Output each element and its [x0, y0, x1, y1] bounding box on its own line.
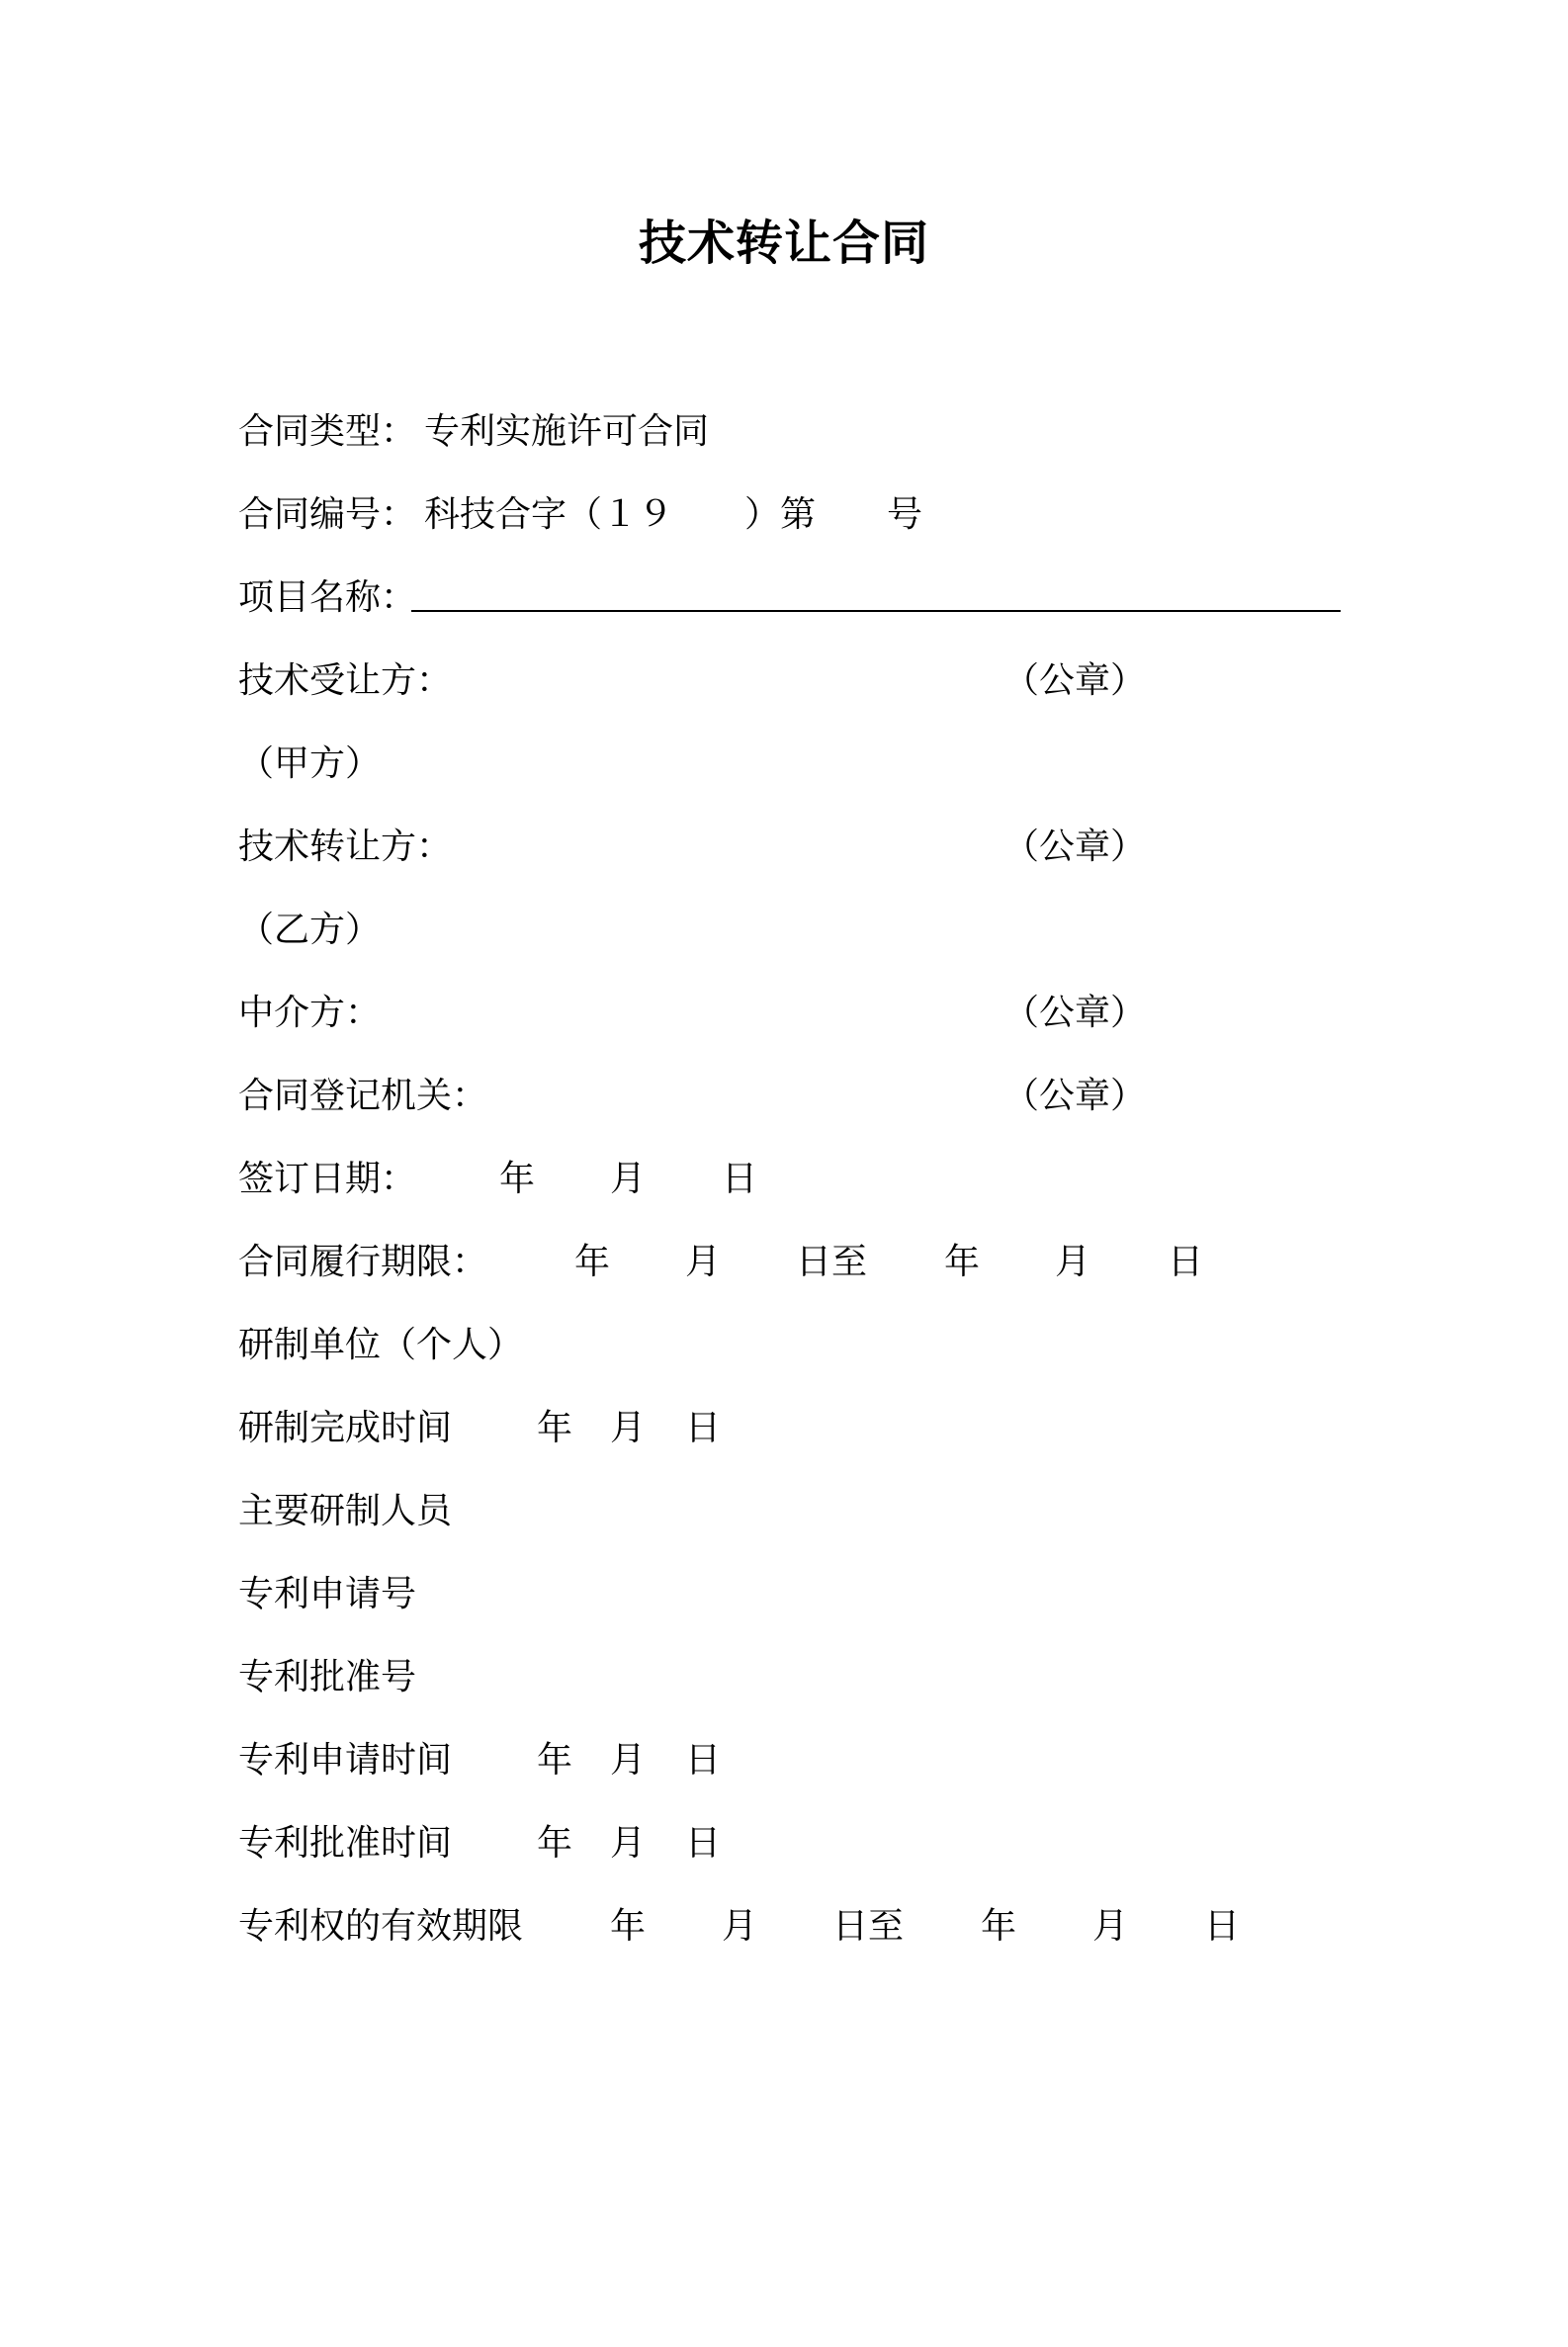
term-start-year: 年 [574, 1242, 611, 1282]
intermediary-label: 中介方： [238, 993, 382, 1033]
dev-complete-year: 年 [537, 1408, 573, 1448]
patent-validity-label: 专利权的有效期限 [238, 1906, 524, 1947]
sign-date-month: 月 [610, 1159, 647, 1199]
patent-validity-start-month: 月 [722, 1906, 758, 1947]
term-start-month: 月 [685, 1242, 722, 1282]
registry-line [238, 1072, 1147, 1121]
term-start-day-to: 日至 [796, 1242, 868, 1282]
registry-label: 合同登记机关： [238, 1076, 488, 1116]
contract-type-value: 专利实施许可合同 [424, 411, 710, 452]
dev-complete-line [238, 1404, 722, 1453]
patent-app-no-line [238, 1570, 417, 1619]
patent-approval-no-label: 专利批准号 [238, 1657, 417, 1697]
main-developers-label: 主要研制人员 [238, 1491, 453, 1531]
dev-complete-day: 日 [685, 1408, 722, 1448]
patent-app-time-label: 专利申请时间 [238, 1740, 453, 1781]
intermediary-line [238, 989, 1147, 1038]
patent-approval-time-line [238, 1819, 722, 1869]
patent-approval-time-label: 专利批准时间 [238, 1823, 453, 1864]
party-b-label: （乙方） [238, 910, 382, 950]
transferee-label: 技术受让方： [238, 660, 453, 701]
transferor-line [238, 823, 1147, 872]
contract-type-line [238, 407, 710, 457]
contract-number-value: 科技合字（１９ ）第 号 [424, 494, 923, 535]
patent-approval-time-day: 日 [685, 1823, 722, 1864]
transferee-line [238, 656, 1147, 706]
patent-validity-line [238, 1902, 1241, 1952]
sign-date-label: 签订日期： [238, 1159, 417, 1199]
patent-app-time-line [238, 1736, 722, 1785]
transferor-label: 技术转让方： [238, 826, 453, 867]
project-name-underline [411, 610, 1341, 612]
contract-number-line [238, 490, 923, 540]
patent-app-time-year: 年 [537, 1740, 573, 1781]
term-end-year: 年 [944, 1242, 981, 1282]
dev-complete-label: 研制完成时间 [238, 1408, 453, 1448]
term-end-month: 月 [1055, 1242, 1091, 1282]
developer-line [238, 1321, 524, 1370]
patent-app-no-label: 专利申请号 [238, 1574, 417, 1614]
patent-approval-time-year: 年 [537, 1823, 573, 1864]
dev-complete-month: 月 [610, 1408, 647, 1448]
patent-validity-end-day: 日 [1204, 1906, 1241, 1947]
main-developers-line [238, 1487, 453, 1536]
transferee-seal: （公章） [1003, 660, 1147, 701]
sign-date-day: 日 [722, 1159, 758, 1199]
developer-label: 研制单位（个人） [238, 1325, 524, 1365]
patent-validity-start-year: 年 [610, 1906, 647, 1947]
term-end-day: 日 [1168, 1242, 1204, 1282]
project-name-label: 项目名称： [238, 577, 417, 618]
term-line [238, 1238, 1204, 1287]
party-a-line [238, 739, 382, 789]
document-title: 技术转让合同 [638, 216, 929, 271]
patent-app-time-day: 日 [685, 1740, 722, 1781]
registry-seal: （公章） [1003, 1076, 1147, 1116]
transferor-seal: （公章） [1003, 826, 1147, 867]
project-name-line [238, 573, 417, 623]
intermediary-seal: （公章） [1003, 993, 1147, 1033]
patent-app-time-month: 月 [610, 1740, 647, 1781]
term-label: 合同履行期限： [238, 1242, 488, 1282]
party-a-label: （甲方） [238, 743, 382, 784]
patent-validity-start-day-to: 日至 [832, 1906, 905, 1947]
patent-approval-time-month: 月 [610, 1823, 647, 1864]
contract-number-label: 合同编号： [238, 494, 417, 535]
patent-validity-end-month: 月 [1092, 1906, 1129, 1947]
party-b-line [238, 906, 382, 955]
patent-validity-end-year: 年 [981, 1906, 1017, 1947]
patent-approval-no-line [238, 1653, 417, 1702]
sign-date-line [238, 1155, 758, 1204]
sign-date-year: 年 [499, 1159, 536, 1199]
contract-type-label: 合同类型： [238, 411, 417, 452]
